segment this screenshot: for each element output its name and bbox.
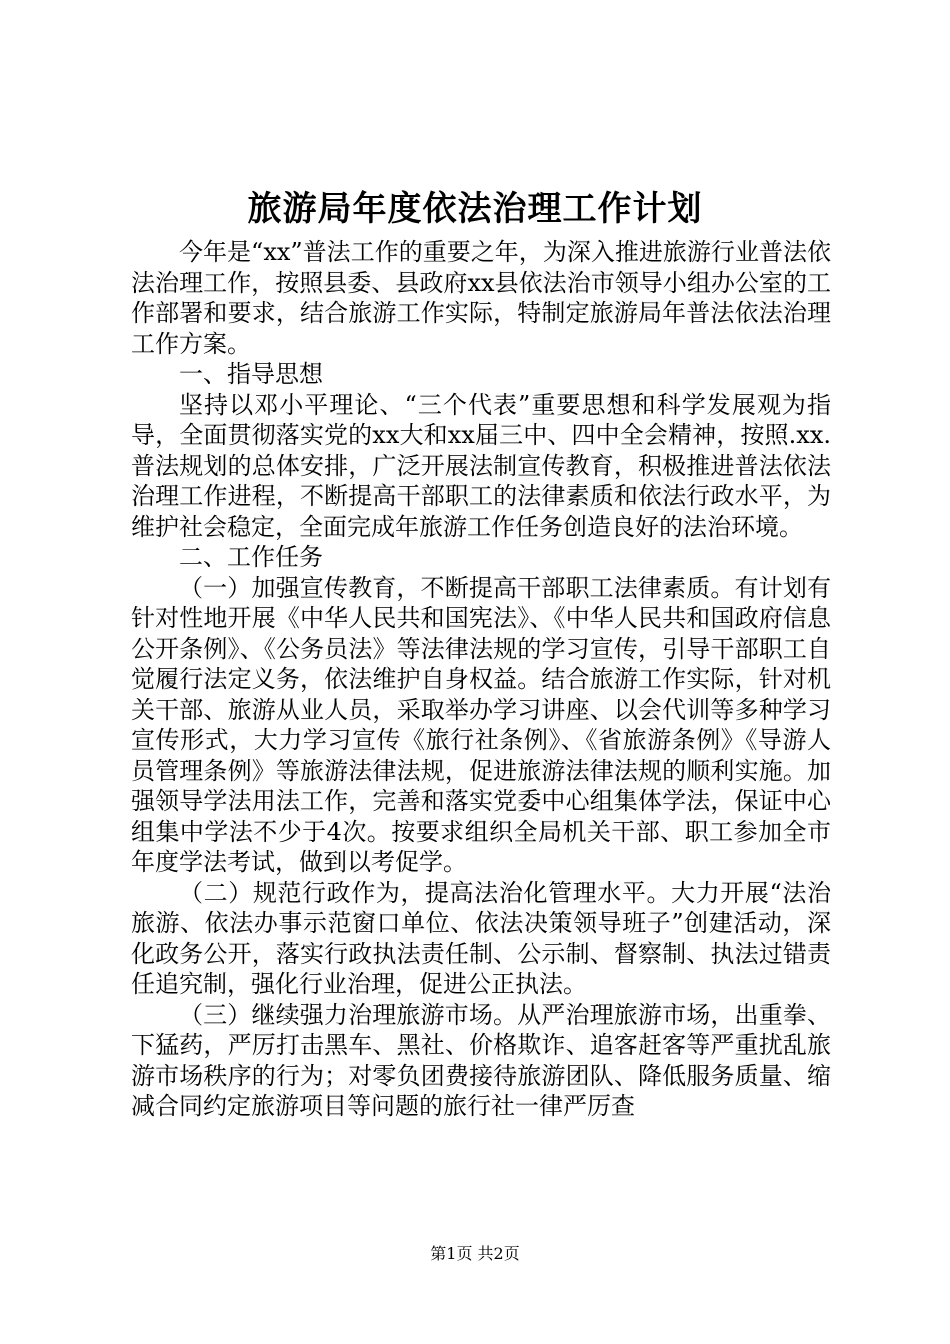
section-heading-guiding-ideology: 一、指导思想 bbox=[179, 360, 323, 388]
task-2-paragraph: （二）规范行政作为，提高法治化管理水平。大力开展“法治旅游、依法办事示范窗口单位、依法决策领导班子”创建活动，深化政务公开，落实行政执法责任制、公示制、督察制、执法过错责任追究制，强化行业治理，促进公正执法。 bbox=[131, 878, 831, 998]
page-footer: 第1页 共2页 bbox=[430, 1244, 520, 1263]
document-body bbox=[131, 237, 831, 1122]
guiding-ideology-paragraph: 坚持以邓小平理论、“三个代表”重要思想和科学发展观为指导，全面贯彻落实党的xx大和xx届三中、四中全会精神，按照.xx.普法规划的总体安排，广泛开展法制宣传教育，积极推进普法依法治理工作进程，不断提高干部职工的法律素质和依法行政水平，为维护社会稳定，全面完成年旅游工作任务创造良好的法治环境。 bbox=[131, 390, 831, 541]
section-heading-work-tasks: 二、工作任务 bbox=[179, 543, 323, 571]
task-1-paragraph: （一）加强宣传教育，不断提高干部职工法律素质。有计划有针对性地开展《中华人民共和国宪法》、《中华人民共和国政府信息公开条例》、《公务员法》等法律法规的学习宣传，引导干部职工自觉履行法定义务，依法维护自身权益。结合旅游工作实际，针对机关干部、旅游从业人员，采取举办学习讲座、以会代训等多种学习宣传形式，大力学习宣传《旅行社条例》、《省旅游条例》《导游人员管理条例》等旅游法律法规，促进旅游法律法规的顺利实施。加强领导学法用法工作，完善和落实党委中心组集体学法，保证中心组集中学法不少于4次。按要求组织全局机关干部、职工参加全市年度学法考试，做到以考促学。 bbox=[131, 573, 831, 876]
task-3-paragraph: （三）继续强力治理旅游市场。从严治理旅游市场，出重拳、下猛药，严厉打击黑车、黑社、价格欺诈、追客赶客等严重扰乱旅游市场秩序的行为；对零负团费接待旅游团队、降低服务质量、缩减合同约定旅游项目等问题的旅行社一律严厉查 bbox=[131, 1000, 831, 1120]
document-title: 旅游局年度依法治理工作计划 bbox=[247, 189, 703, 229]
intro-paragraph: 今年是“xx”普法工作的重要之年，为深入推进旅游行业普法依法治理工作，按照县委、县政府xx县依法治市领导小组办公室的工作部署和要求，结合旅游工作实际，特制定旅游局年普法依法治理工作方案。 bbox=[131, 238, 831, 358]
